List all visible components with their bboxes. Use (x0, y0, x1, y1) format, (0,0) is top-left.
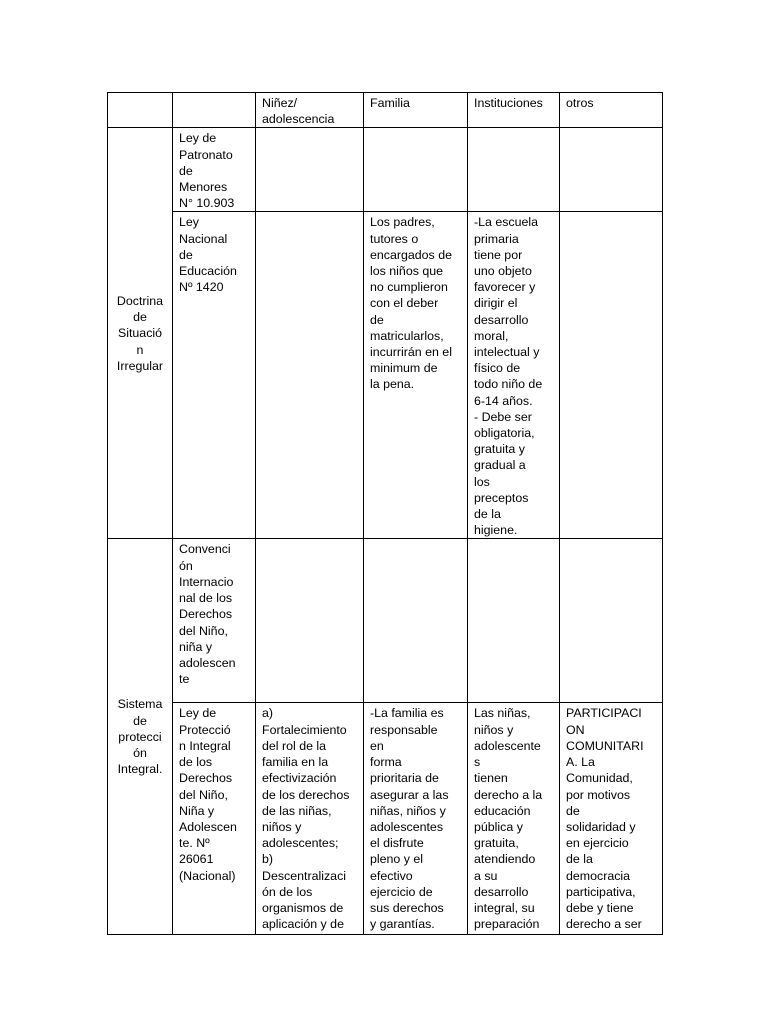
law-proteccion-text: Ley de Protecció n Integral de los Derechos del Niño, Niña y Adolescen te. Nº 26061 (Nacional) (179, 706, 237, 883)
header-ninez-text: Niñez/ adolescencia (262, 96, 335, 127)
table-row (108, 128, 663, 212)
r2-familia-text: Los padres, tutores o encargados de los niños que no cumplieron con el deber de matricularlos, incurrirán en el minimum de la pena. (370, 215, 452, 392)
group-doctrina-text: Doctrina de Situació n Irregular (116, 293, 164, 373)
r1-otros (560, 128, 663, 212)
r4-ninez-text: a) Fortalecimiento del rol de la familia en la efectivización de los derechos de las niñas, niños y adolescentes; b) Descentralizaci ón de los organismos de aplicación y de (262, 706, 350, 932)
table-row (108, 703, 663, 935)
r2-otros (560, 212, 663, 539)
r1-instituciones (468, 128, 560, 212)
r4-ninez (256, 703, 364, 935)
r4-otros (560, 703, 663, 935)
group-doctrina (108, 128, 173, 539)
law-educacion (173, 212, 256, 539)
header-cell-empty-1 (108, 93, 173, 128)
r2-instituciones (468, 212, 560, 539)
header-row (108, 93, 663, 128)
header-otros (560, 93, 663, 128)
header-instituciones (468, 93, 560, 128)
r2-ninez (256, 212, 364, 539)
r4-instituciones (468, 703, 560, 935)
law-convencion-text: Convenci ón Internacio nal de los Derechos del Niño, niña y adolescen te (179, 542, 236, 687)
group-sistema-text: Sistema de protecci ón Integral. (117, 697, 163, 777)
r4-familia (364, 703, 468, 935)
law-patronato (173, 128, 256, 212)
r3-ninez (256, 539, 364, 703)
header-ninez (256, 93, 364, 128)
header-familia (364, 93, 468, 128)
header-cell-empty-2 (173, 93, 256, 128)
table-row (108, 539, 663, 703)
header-familia-text: Familia (370, 96, 410, 110)
header-otros-text: otros (566, 96, 594, 110)
r4-otros-text: PARTICIPACI ON COMUNITARI A. La Comunidad, por motivos de solidaridad y en ejercicio de la democracia participativa, debe y tiene derecho a ser (566, 706, 644, 932)
r4-familia-text: -La familia es responsable en forma prioritaria de asegurar a las niñas, niños y adolescentes el disfrute pleno y el efectivo ejercicio de sus derechos y garantías. (370, 706, 449, 932)
r2-familia (364, 212, 468, 539)
header-instituciones-text: Instituciones (474, 96, 543, 110)
r3-familia (364, 539, 468, 703)
r1-ninez (256, 128, 364, 212)
law-convencion (173, 539, 256, 703)
r4-instituciones-text: Las niñas, niños y adolescente s tienen derecho a la educación pública y gratuita, atendiendo a su desarrollo integral, su preparación (474, 706, 543, 932)
law-educacion-text: Ley Nacional de Educación Nº 1420 (179, 215, 237, 295)
law-patronato-text: Ley de Patronato de Menores N° 10.903 (179, 131, 235, 211)
r3-instituciones (468, 539, 560, 703)
r2-instituciones-text: -La escuela primaria tiene por uno objeto favorecer y dirigir el desarrollo moral, intelectual y físico de todo niño de 6-14 años. - Debe ser obligatoria, gratuita y gradual a los preceptos de la higiene. (474, 215, 543, 538)
table-row (108, 212, 663, 539)
comparison-table (107, 92, 663, 935)
r1-familia (364, 128, 468, 212)
r3-otros (560, 539, 663, 703)
group-sistema (108, 539, 173, 935)
law-proteccion (173, 703, 256, 935)
